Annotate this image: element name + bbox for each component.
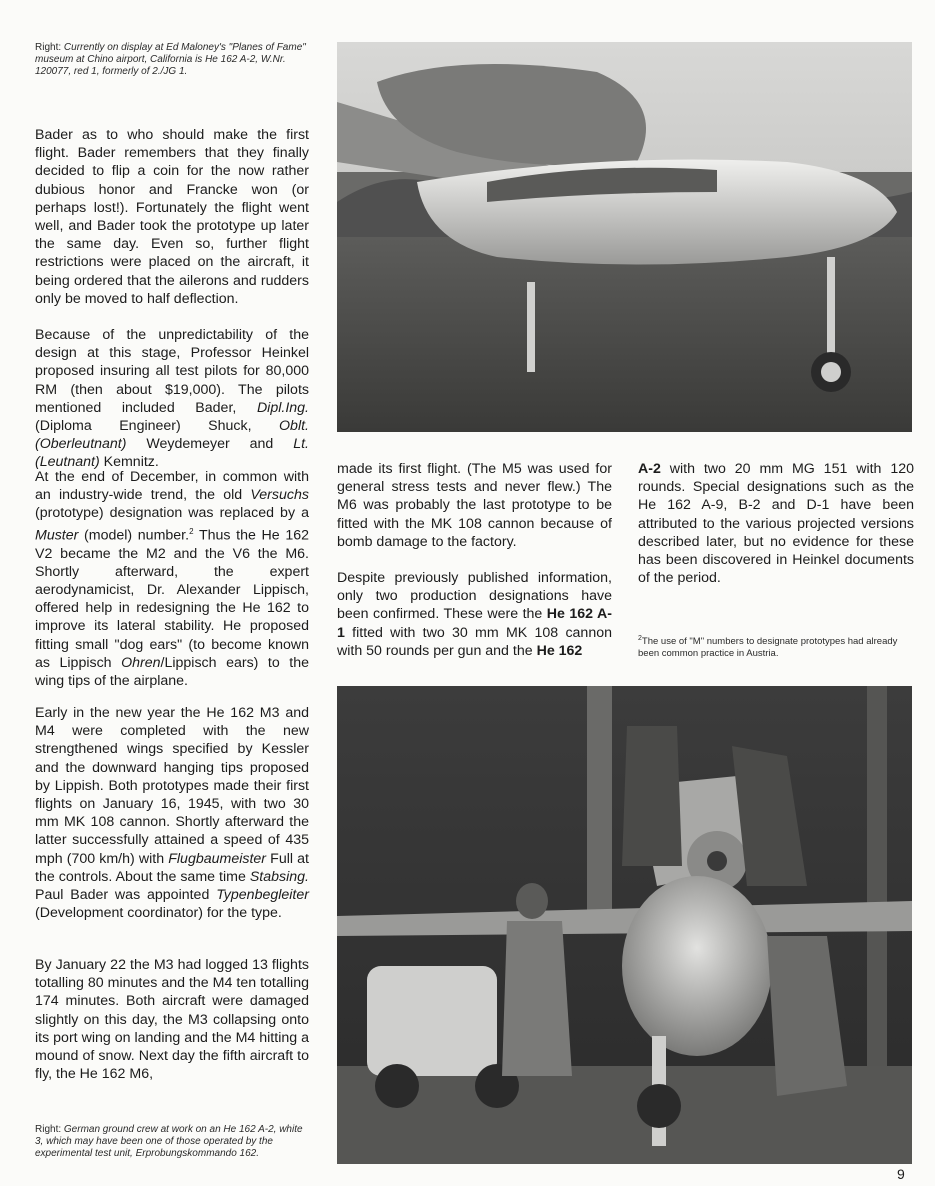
text-run-italic: Lt. (Leutnant): [35, 436, 309, 471]
text-run-italic: Muster: [35, 527, 79, 544]
text-run: Because of the unpredictability of the design at this stage, Professor Heinkel proposed insuring all test pilots for 80,000 RM (then about $19,000). The pilots mentioned included Bader,: [35, 327, 309, 416]
col3-paragraph-1: [638, 460, 914, 587]
caption-lead: Right:: [35, 1124, 62, 1135]
text-run: /Lippisch ears) to the wing tips of the airplane.: [35, 654, 309, 689]
paragraph-text: By January 22 the M3 had logged 13 flights totalling 80 minutes and the M4 ten totalling 174 minutes. Both aircraft were damaged slightly on this day, the M3 collapsing onto its port wing on landing and the M4 hitting a mound of snow. Next day the fifth aircraft to fly, the He 162 M6,: [35, 957, 309, 1083]
caption-text: Currently on display at Ed Maloney's "Planes of Fame" museum at Chino airport, California is He 162 A-2, W.Nr. 120077, red 1, formerly of 2./JG 1.: [35, 42, 306, 77]
text-run: Early in the new year the He 162 M3 and M4 were completed with the new strengthened wings specified by Kessler and the downward hanging tips proposed by Lippish. Both prototypes made their first flights on January 16, 1945, with two 30 mm MK 108 cannon. Shortly afterward the latter successfully attained a speed of 435 mph (700 km/h) with: [35, 705, 309, 867]
text-run-italic: Flugbaumeister: [168, 850, 267, 867]
footnote-text: The use of "M" numbers to designate prototypes had already been common practice in Austria.: [638, 636, 898, 660]
col2-paragraph-2: [337, 569, 612, 660]
text-run: At the end of December, in common with an industry-wide trend, the old: [35, 469, 309, 504]
ground-crew-photo: [337, 686, 912, 1164]
text-run: with two 20 mm MG 151 with 120 rounds. Special designations such as the He 162 A-9, B-2 and D-1 have been attributed to the various projected versions described later, but no evidence for these has been discovered in Heinkel documents of the period.: [638, 461, 914, 587]
text-run-italic: Ohren: [121, 654, 161, 671]
footnote-marker: 2: [189, 526, 194, 536]
text-run: Kemnitz.: [103, 454, 159, 471]
text-run: (Diploma Engineer) Shuck,: [35, 418, 252, 435]
col1-paragraph-4: [35, 704, 309, 922]
footnote-number: 2: [638, 635, 642, 642]
text-run: fitted with two 30 mm MK 108 cannon with 50 rounds per gun and the: [337, 624, 612, 659]
col2-paragraph-1: [337, 460, 612, 551]
text-run: Paul Bader was appointed: [35, 887, 210, 904]
text-run-italic: Versuchs: [250, 487, 309, 504]
caption-lead: Right:: [35, 42, 62, 53]
text-run-italic: Typenbegleiter: [216, 887, 309, 904]
text-run: Despite previously published information, only two production designations have been confirmed. These were the: [337, 570, 612, 623]
col1-paragraph-2: [35, 326, 309, 472]
caption-text: German ground crew at work on an He 162 A-2, white 3, which may have been one of those operated by the experimental test unit, Erprobungskommando 162.: [35, 1124, 303, 1159]
aircraft-photo-top-image: [337, 42, 912, 432]
ground-crew-photo-image: [337, 686, 912, 1164]
text-run-bold: A-2: [638, 461, 661, 477]
col1-paragraph-5: [35, 956, 309, 1083]
col1-paragraph-1: Bader as to who should make the first flight. Bader remembers that they finally decided to flip a coin for the now rather dubious honor and Francke won (or perhaps lost!). Fortunately the flight went well, and Bader took the prototype up later the same day. Even so, further flight restrictions were placed on the aircraft, it being ordered that the ailerons and rudders only be moved to half deflection.: [35, 127, 309, 307]
page-number: 9: [897, 1166, 905, 1182]
text-run-bold: He 162: [536, 642, 583, 659]
column-1: [35, 126, 309, 308]
text-run: (model) number.: [84, 527, 190, 544]
text-run-italic: Oblt. (Oberleutnant): [35, 418, 309, 453]
text-run: (prototype) designation was replaced by a: [35, 505, 309, 522]
paragraph-text: made its first flight. (The M5 was used for general stress tests and never flew.) The M6 was probably the last prototype to be fitted with the MK 108 cannon because of bomb damage to the factory.: [337, 461, 612, 550]
text-run-italic: Stabsing.: [249, 868, 309, 885]
aircraft-photo-top: [337, 42, 912, 432]
footnote: [638, 633, 916, 660]
caption-top: [35, 42, 311, 78]
text-run: Full at the controls. About the same time: [35, 850, 309, 885]
text-run: (Development coordinator) for the type.: [35, 905, 282, 922]
text-run-bold: He 162 A-1: [337, 606, 612, 641]
text-run-italic: Dipl.Ing.: [256, 399, 309, 416]
caption-bottom: [35, 1124, 313, 1160]
text-run: Thus the He 162 V2 became the M2 and the V6 the M6. Shortly afterward, the expert aerodynamicist, Dr. Alexander Lippisch, offered help in redesigning the He 162 to improve its lateral stability. He proposed fitting small "dog ears" (to become known as Lippisch: [35, 527, 310, 671]
col1-paragraph-3: [35, 468, 309, 690]
text-run: Weydemeyer and: [146, 436, 274, 453]
